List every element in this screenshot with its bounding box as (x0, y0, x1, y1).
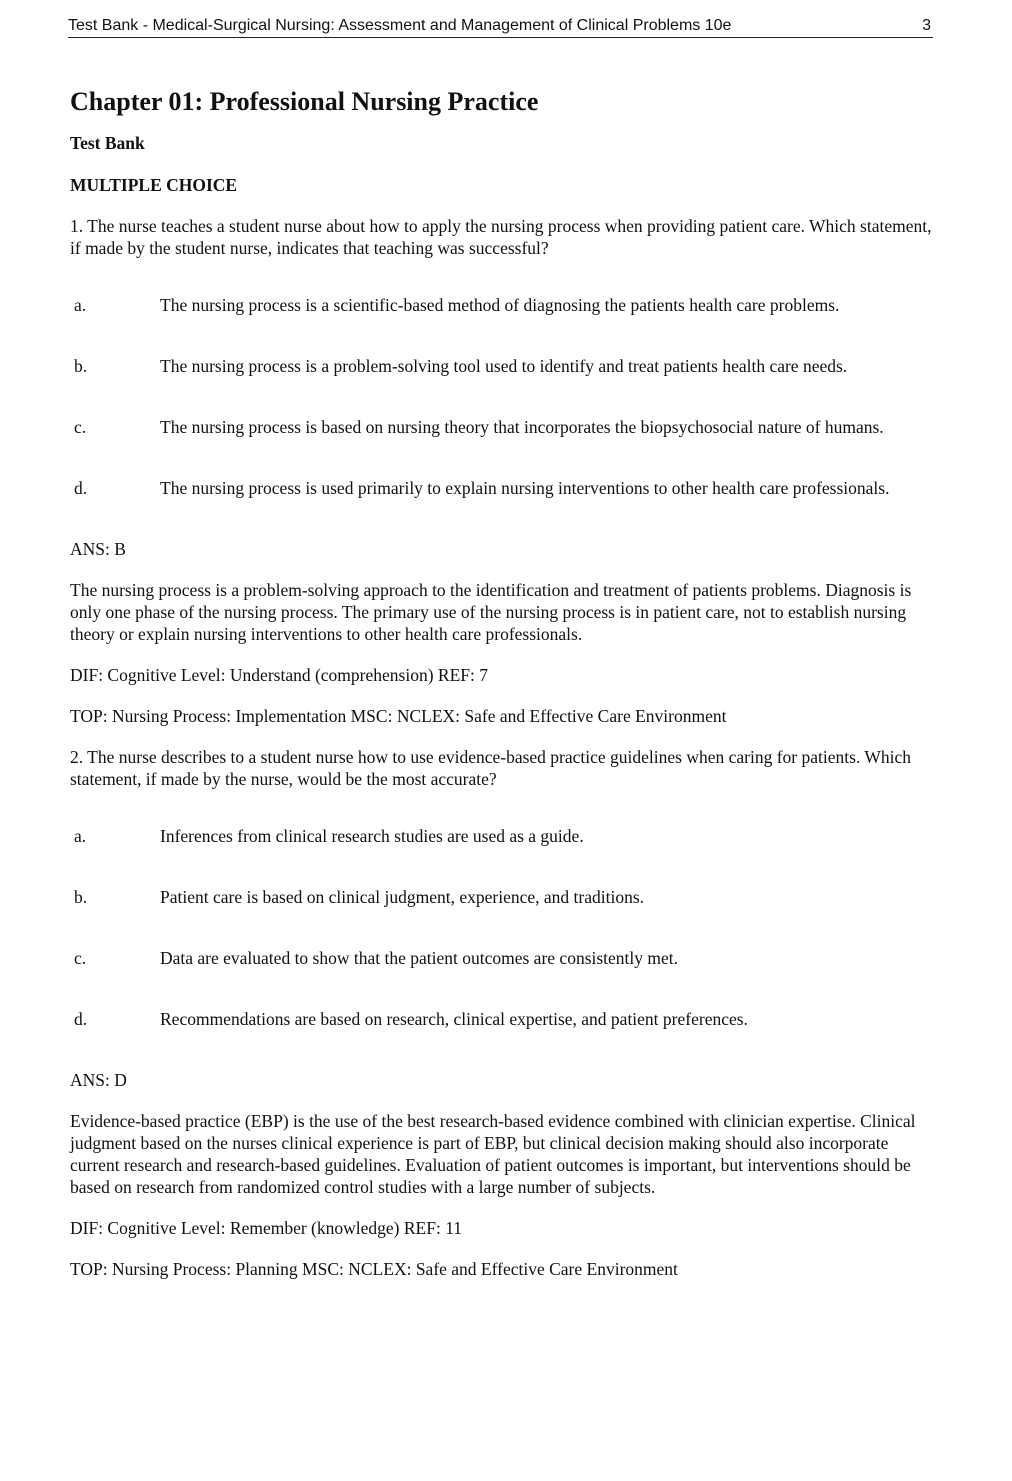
answer-option-d (70, 477, 940, 499)
option-letter: a. (74, 826, 87, 846)
option-text: The nursing process is a scientific-based method of diagnosing the patients health care problems. (160, 295, 840, 315)
option-letter: c. (74, 417, 87, 437)
option-text: The nursing process is based on nursing theory that incorporates the biopsychosocial nature of humans. (160, 417, 884, 437)
option-letter: a. (74, 295, 87, 315)
answer-option-d (70, 1008, 940, 1030)
question-1 (70, 215, 940, 727)
difficulty-reference: DIF: Cognitive Level: Understand (comprehension) REF: 7 (70, 665, 488, 685)
option-text: Data are evaluated to show that the patient outcomes are consistently met. (160, 948, 679, 968)
document-body (70, 86, 940, 1299)
option-letter: d. (74, 478, 88, 498)
answer-key: ANS: D (70, 1070, 127, 1090)
topic-category: TOP: Nursing Process: Implementation MSC: NCLEX: Safe and Effective Care Environment (70, 706, 727, 726)
answer-option-a (70, 825, 940, 847)
option-text: The nursing process is a problem-solving tool used to identify and treat patients health care needs. (160, 356, 848, 376)
option-text: The nursing process is used primarily to explain nursing interventions to other health care professionals. (160, 478, 890, 498)
answer-option-a (70, 294, 940, 316)
question-stem: 1. The nurse teaches a student nurse about how to apply the nursing process when providing patient care. Which statement, if made by the student nurse, indicates that teaching was successful? (70, 216, 932, 258)
chapter-title: Chapter 01: Professional Nursing Practice (70, 87, 539, 116)
page-number: 3 (922, 17, 931, 34)
test-bank-label: Test Bank (70, 133, 145, 153)
option-letter: d. (74, 1009, 88, 1029)
question-2 (70, 746, 940, 1280)
rationale: The nursing process is a problem-solving approach to the identification and treatment of patients problems. Diagnosis is only one phase of the nursing process. The primary use of the nursing process is in patient care, not to establish nursing theory or explain nursing interventions to other health care professionals. (70, 580, 912, 644)
answer-option-b (70, 355, 940, 377)
header-title: Test Bank - Medical-Surgical Nursing: Assessment and Management of Clinical Problems 10e (68, 17, 732, 34)
answer-option-c (70, 947, 940, 969)
rationale: Evidence-based practice (EBP) is the use of the best research-based evidence combined with clinician expertise. Clinical judgment based on the nurses clinical experience is part of EBP, but clinical decision making should also incorporate current research and research-based guidelines. Evaluation of patient outcomes is important, but interventions should be based on research from randomized control studies with a large number of subjects. (70, 1111, 916, 1197)
option-letter: c. (74, 948, 87, 968)
question-stem: 2. The nurse describes to a student nurse how to use evidence-based practice guidelines when caring for patients. Which statement, if made by the nurse, would be the most accurate? (70, 747, 912, 789)
option-text: Patient care is based on clinical judgment, experience, and traditions. (160, 887, 645, 907)
section-label: MULTIPLE CHOICE (70, 175, 238, 195)
answer-option-b (70, 886, 940, 908)
answer-key: ANS: B (70, 539, 126, 559)
option-letter: b. (74, 887, 88, 907)
topic-category: TOP: Nursing Process: Planning MSC: NCLEX: Safe and Effective Care Environment (70, 1259, 678, 1279)
option-text: Inferences from clinical research studies are used as a guide. (160, 826, 584, 846)
running-header (68, 15, 933, 38)
difficulty-reference: DIF: Cognitive Level: Remember (knowledge) REF: 11 (70, 1218, 463, 1238)
option-letter: b. (74, 356, 88, 376)
option-text: Recommendations are based on research, clinical expertise, and patient preferences. (160, 1009, 748, 1029)
answer-option-c (70, 416, 940, 438)
